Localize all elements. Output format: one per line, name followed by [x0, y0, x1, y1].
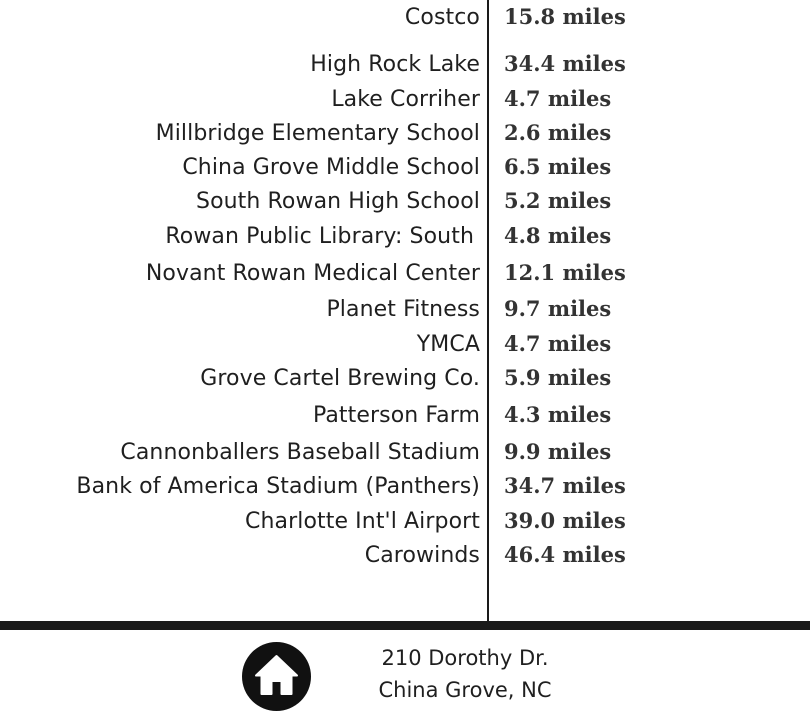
place-name: Millbridge Elementary School — [155, 121, 480, 146]
place-distance: 46.4 miles — [504, 542, 626, 567]
place-name: Costco — [404, 5, 480, 30]
list-item-novant-medical — [0, 256, 810, 292]
place-name: South Rowan High School — [196, 189, 480, 214]
place-distance: 4.8 miles — [504, 223, 612, 248]
place-name: Bank of America Stadium (Panthers) — [76, 474, 480, 499]
place-name: High Rock Lake — [310, 52, 480, 77]
list-item-high-rock-lake — [0, 47, 810, 83]
place-name: Carowinds — [364, 543, 480, 568]
place-name: Novant Rowan Medical Center — [145, 261, 480, 286]
vertical-divider — [487, 0, 489, 624]
list-item-lake-corriher — [0, 82, 810, 118]
place-distance: 2.6 miles — [504, 120, 612, 145]
place-distance: 6.5 miles — [504, 154, 612, 179]
list-item-millbridge-elementary — [0, 116, 810, 152]
place-distance: 4.7 miles — [504, 331, 612, 356]
horizontal-divider — [0, 621, 810, 630]
place-name: China Grove Middle School — [182, 155, 480, 180]
list-item-carowinds — [0, 538, 810, 574]
address-city: China Grove, NC — [378, 678, 552, 702]
list-item-cannonballers-stadium — [0, 435, 810, 471]
place-distance: 9.9 miles — [504, 439, 612, 464]
place-distance: 34.7 miles — [504, 473, 626, 498]
place-distance: 39.0 miles — [504, 508, 626, 533]
place-distance: 4.3 miles — [504, 402, 612, 427]
place-name: YMCA — [416, 332, 480, 357]
list-item-ymca — [0, 327, 810, 363]
list-item-rowan-library — [0, 219, 810, 255]
list-item-patterson-farm — [0, 398, 810, 434]
place-distance: 15.8 miles — [504, 4, 626, 29]
address-street: 210 Dorothy Dr. — [381, 646, 549, 670]
place-name: Cannonballers Baseball Stadium — [120, 440, 480, 465]
place-distance: 9.7 miles — [504, 296, 612, 321]
place-distance: 12.1 miles — [504, 260, 626, 285]
place-distance: 5.2 miles — [504, 188, 612, 213]
list-item-grove-cartel — [0, 361, 810, 397]
place-name: Patterson Farm — [312, 403, 480, 428]
list-item-south-rowan-high — [0, 184, 810, 220]
list-item-charlotte-airport — [0, 504, 810, 540]
place-name: Charlotte Int'l Airport — [245, 509, 480, 534]
place-name: Lake Corriher — [331, 87, 480, 112]
place-distance: 4.7 miles — [504, 86, 612, 111]
list-item-bank-of-america-stadium — [0, 469, 810, 505]
list-item-china-grove-middle — [0, 150, 810, 186]
home-icon — [242, 642, 311, 711]
place-name: Grove Cartel Brewing Co. — [200, 366, 480, 391]
place-name: Planet Fitness — [326, 297, 480, 322]
place-distance: 34.4 miles — [504, 51, 626, 76]
list-item-planet-fitness — [0, 292, 810, 328]
list-item-costco — [0, 0, 810, 36]
place-name: Rowan Public Library: South — [165, 224, 474, 249]
place-distance: 5.9 miles — [504, 365, 612, 390]
